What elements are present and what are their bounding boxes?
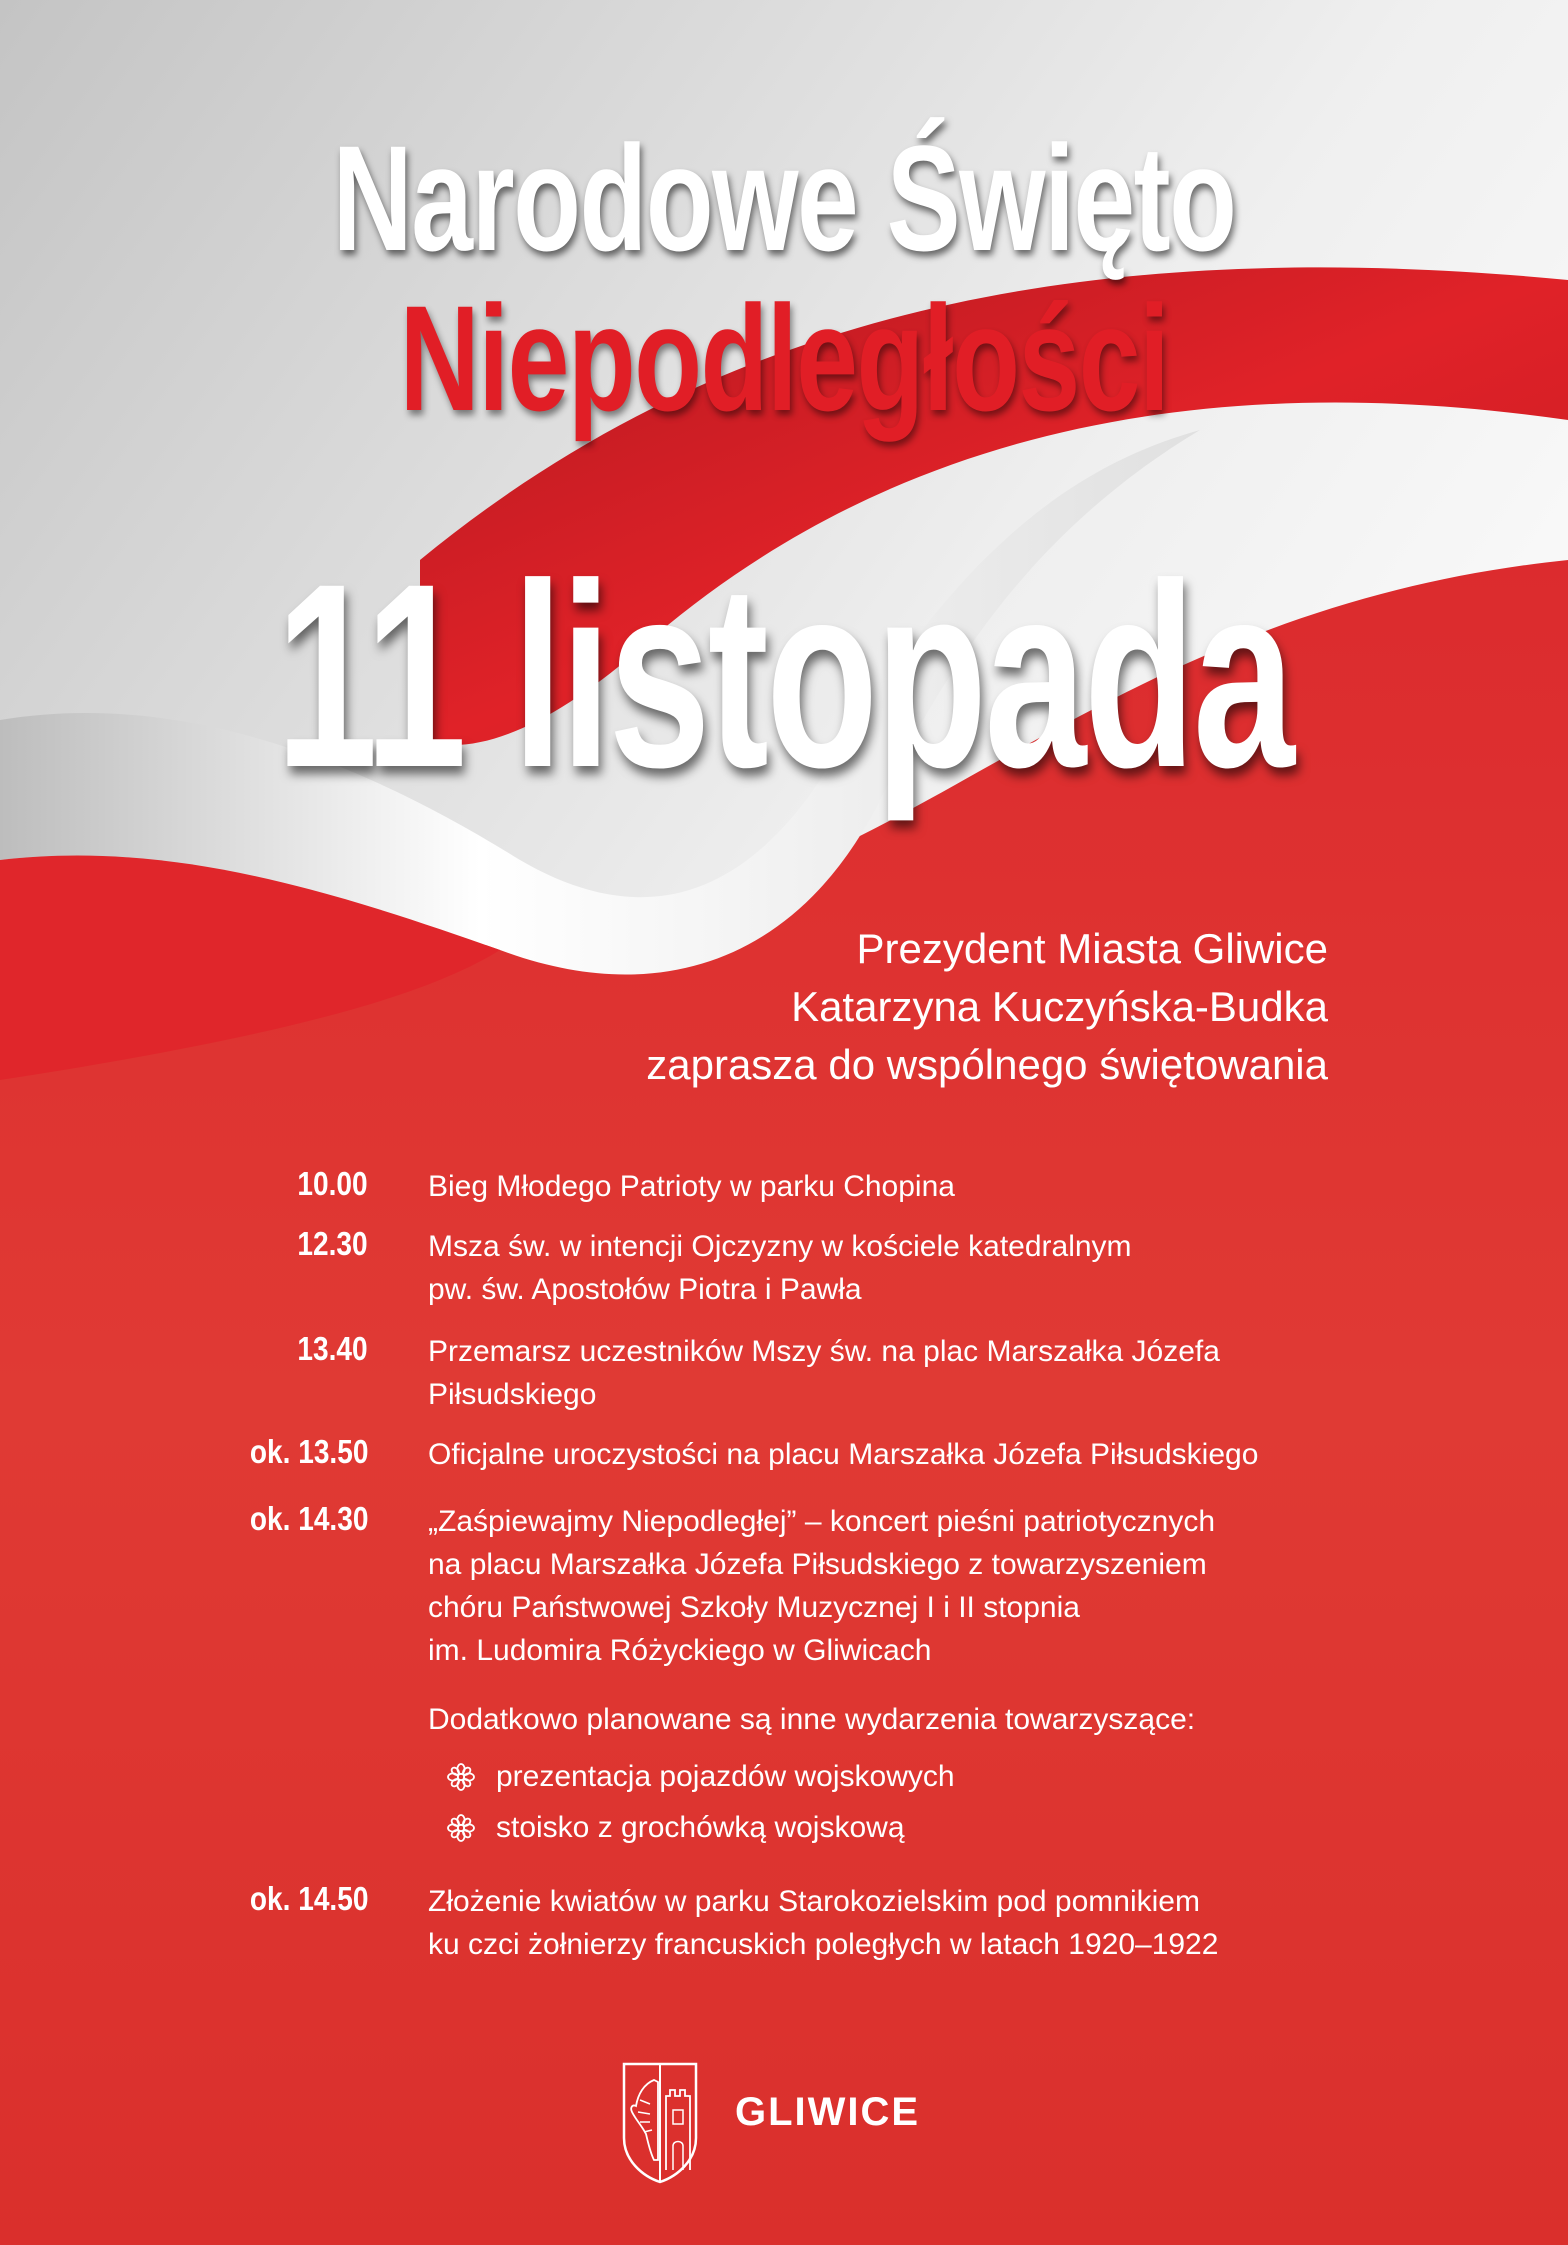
schedule-description	[428, 1500, 1368, 1672]
extra-event-item	[428, 1755, 1368, 1798]
schedule-line: Bieg Młodego Patrioty w parku Chopina	[428, 1170, 955, 1203]
invitation-line: zaprasza do wspólnego świętowania	[646, 1041, 1328, 1088]
schedule-line: Msza św. w intencji Ojczyzny w kościele katedralnym	[428, 1230, 1132, 1263]
schedule-line: Oficjalne uroczystości na placu Marszałka Józefa Piłsudskiego	[428, 1438, 1259, 1471]
invitation-line: Prezydent Miasta Gliwice	[856, 925, 1328, 972]
title-line-2: Niepodległości	[399, 274, 1169, 442]
schedule-time: ok. 14.30	[249, 1500, 368, 1537]
extra-event-item	[428, 1806, 1368, 1849]
schedule-time: 10.00	[297, 1165, 368, 1202]
schedule-line: Złożenie kwiatów w parku Starokozielskim pod pomnikiem	[428, 1885, 1200, 1918]
schedule-description	[428, 1225, 1368, 1311]
extra-events-content	[428, 1698, 1368, 1849]
extra-event-label: stoisko z grochówką wojskową	[496, 1811, 905, 1844]
schedule-line: na placu Marszałka Józefa Piłsudskiego z towarzyszeniem	[428, 1548, 1207, 1581]
flower-icon	[446, 1813, 476, 1843]
schedule-description	[428, 1433, 1368, 1476]
title-line-1: Narodowe Święto	[332, 114, 1236, 282]
schedule-line: ku czci żołnierzy francuskich poległych w latach 1920–1922	[428, 1928, 1219, 1961]
schedule-line: chóru Państwowej Szkoły Muzycznej I i II stopnia	[428, 1591, 1080, 1624]
extra-event-label: prezentacja pojazdów wojskowych	[496, 1760, 955, 1793]
schedule-description	[428, 1330, 1368, 1416]
schedule-line: „Zaśpiewajmy Niepodległej” – koncert pieśni patriotycznych	[428, 1505, 1216, 1538]
schedule-line: im. Ludomira Różyckiego w Gliwicach	[428, 1634, 932, 1667]
schedule-time: ok. 14.50	[249, 1880, 368, 1917]
gliwice-coat-of-arms-icon	[620, 2060, 700, 2185]
schedule-time: 12.30	[297, 1225, 368, 1262]
event-date: 11 listopada	[275, 529, 1293, 822]
schedule-description	[428, 1880, 1368, 1966]
city-logo-text: GLIWICE	[735, 2090, 921, 2134]
invitation	[646, 920, 1328, 1094]
schedule-time: 13.40	[297, 1330, 368, 1367]
flower-icon	[446, 1762, 476, 1792]
schedule-time: ok. 13.50	[249, 1433, 368, 1470]
schedule-line: Przemarsz uczestników Mszy św. na plac Marszałka Józefa	[428, 1335, 1220, 1368]
schedule-line: pw. św. Apostołów Piotra i Pawła	[428, 1273, 862, 1306]
extra-events-title: Dodatkowo planowane są inne wydarzenia towarzyszące:	[428, 1703, 1196, 1736]
schedule-description	[428, 1165, 1368, 1208]
schedule-line: Piłsudskiego	[428, 1378, 597, 1411]
invitation-line: Katarzyna Kuczyńska-Budka	[791, 983, 1328, 1030]
